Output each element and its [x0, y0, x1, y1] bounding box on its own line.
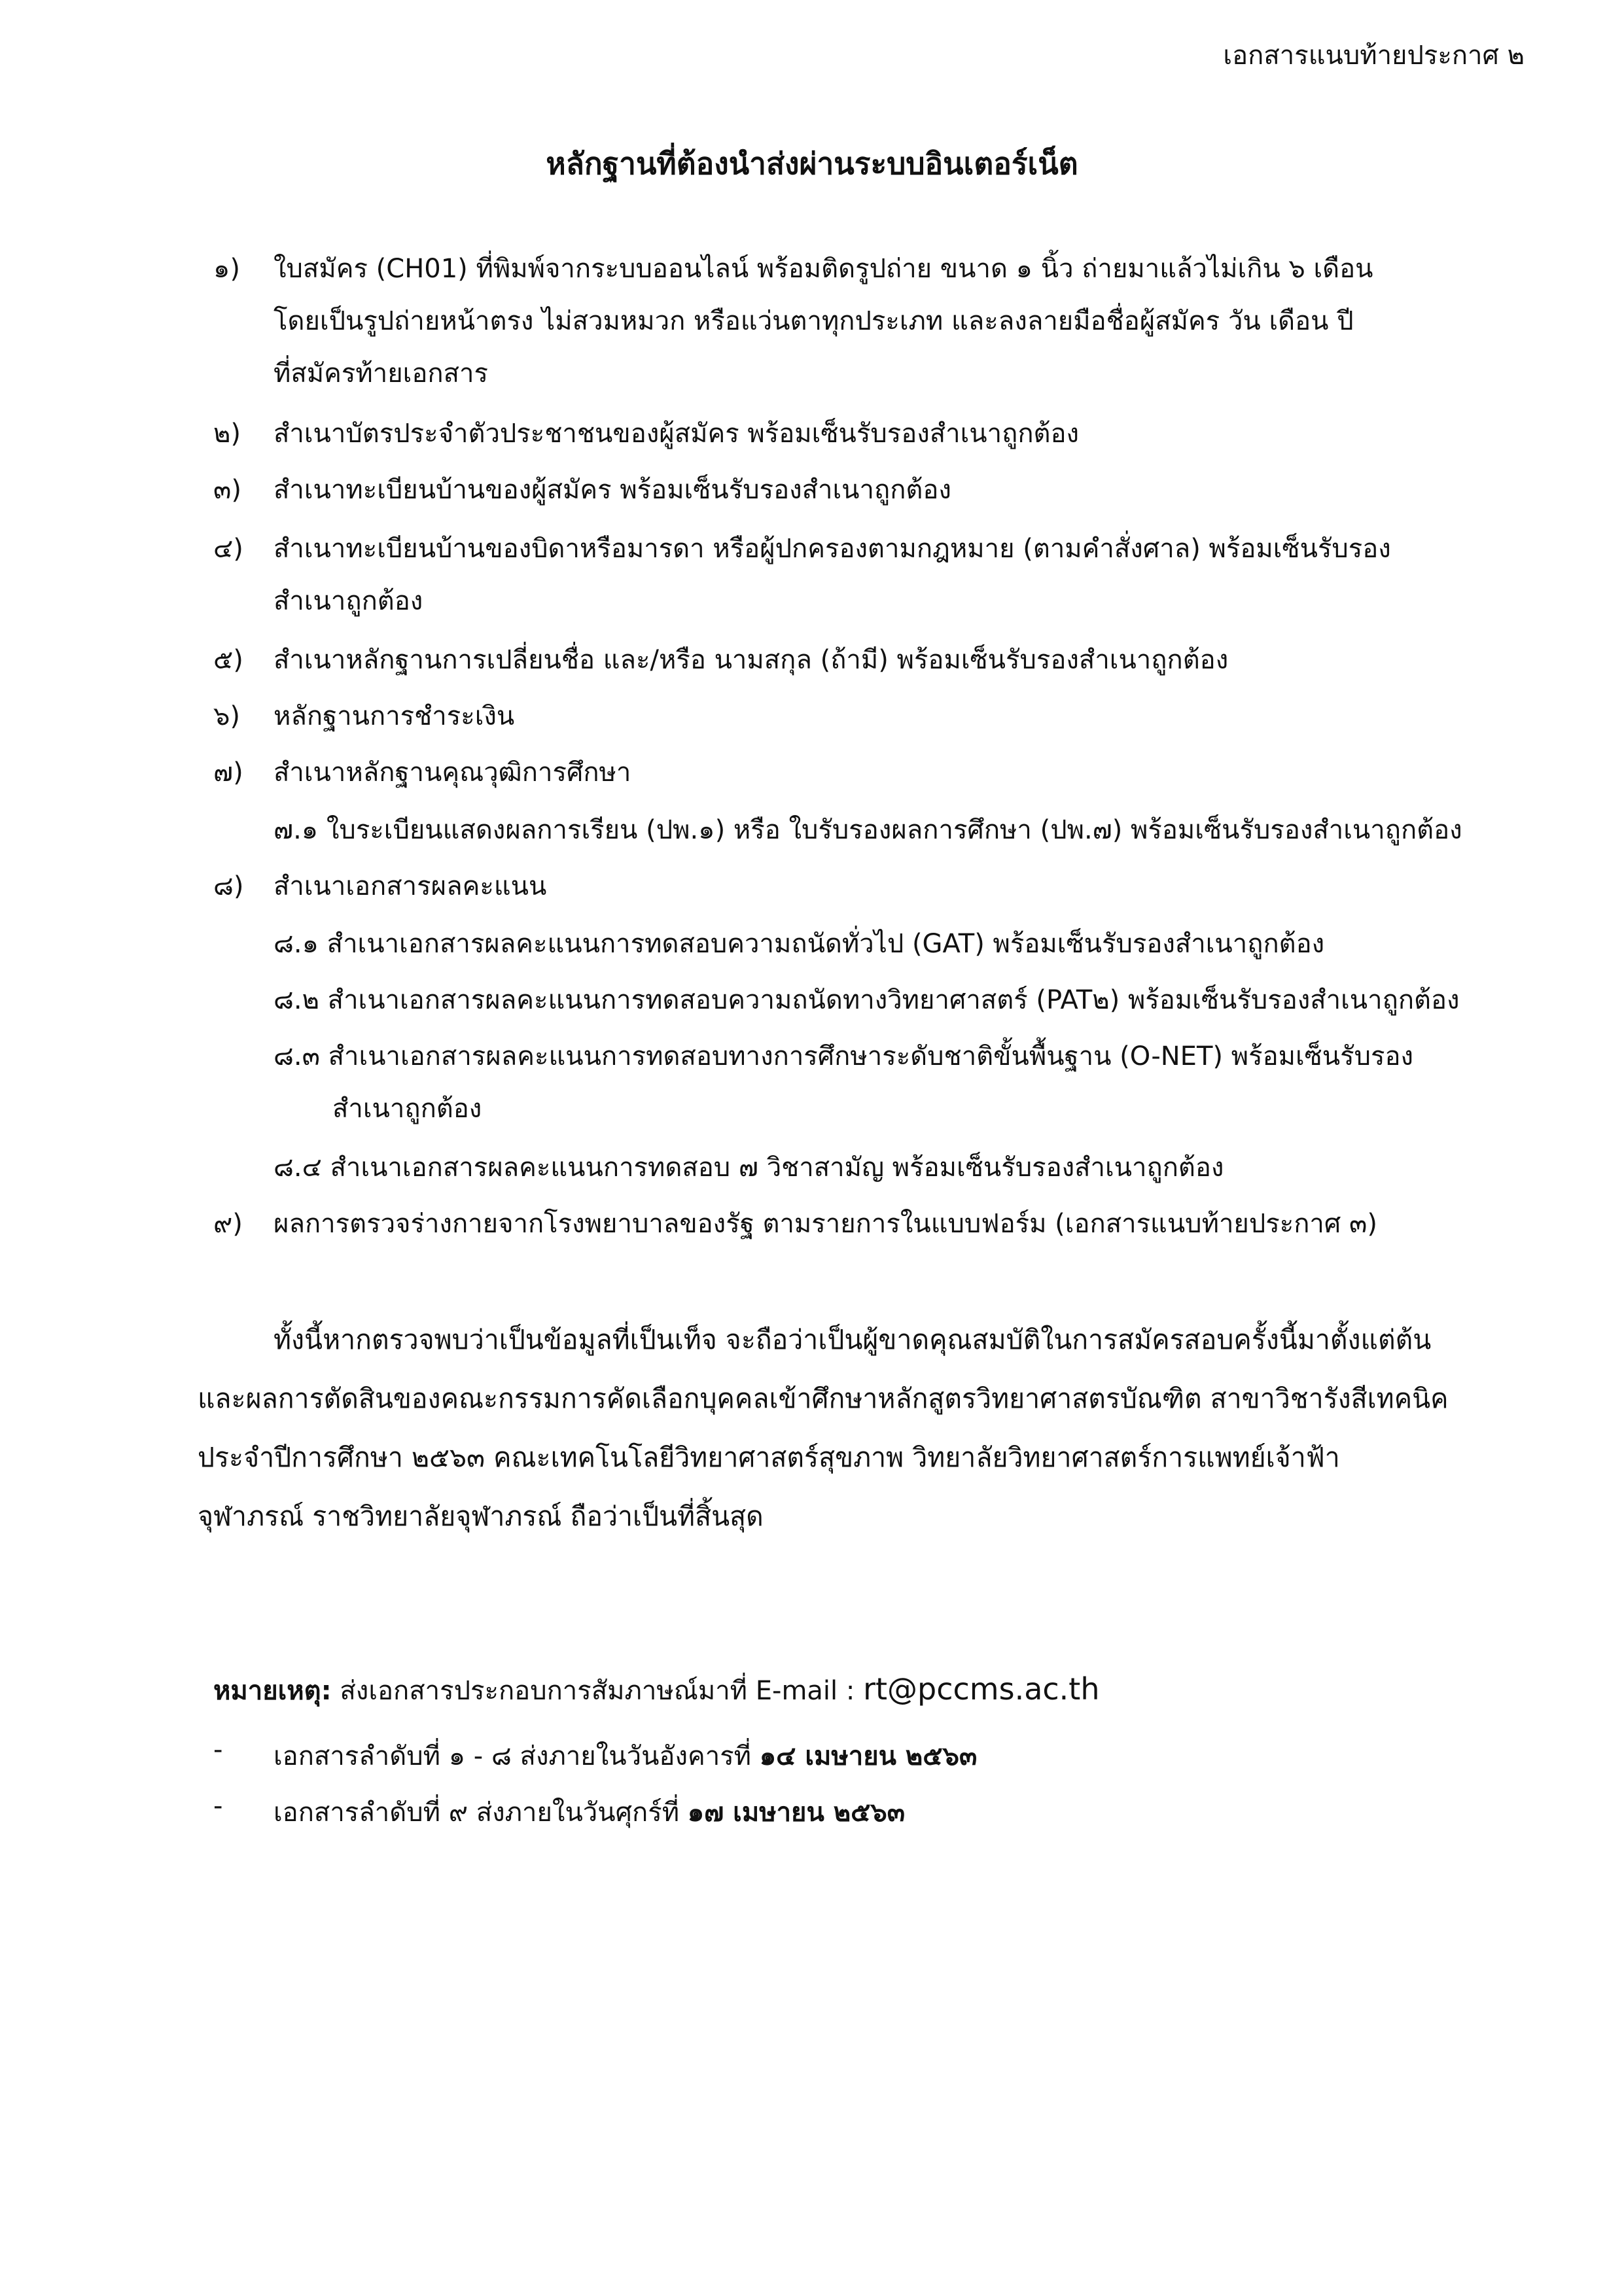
note-bullet-text: เอกสารลำดับที่ ๙ ส่งภายในวันศุกร์ที่ — [274, 1798, 688, 1828]
sub-item-text: สำเนาถูกต้อง — [332, 1094, 482, 1124]
note-bullet — [274, 1735, 977, 1777]
sub-item-text: ๘.๑ สำเนาเอกสารผลคะแนนการทดสอบความถนัดทั่วไป (GAT) พร้อมเซ็นรับรองสำเนาถูกต้อง — [274, 929, 1325, 959]
item-number: ๒) — [213, 419, 241, 449]
item-text: สำเนาทะเบียนบ้านของผู้สมัคร พร้อมเซ็นรับรองสำเนาถูกต้อง — [274, 475, 951, 505]
note-label: หมายเหตุ: — [213, 1676, 332, 1706]
item-text: ใบสมัคร (CH01) ที่พิมพ์จากระบบออนไลน์ พร้อมติดรูปถ่าย ขนาด ๑ นิ้ว ถ่ายมาแล้วไม่เกิน ๖ เดือน — [274, 254, 1373, 284]
page-title: หลักฐานที่ต้องนำส่งผ่านระบบอินเตอร์เน็ต — [546, 146, 1078, 181]
paragraph-line: ประจำปีการศึกษา ๒๕๖๓ คณะเทคโนโลยีวิทยาศาสตร์สุขภาพ วิทยาลัยวิทยาศาสตร์การแพทย์เจ้าฟ้า — [198, 1442, 1340, 1473]
item-text: สำเนาเอกสารผลคะแนน — [274, 871, 547, 901]
sub-item-text: ๘.๒ สำเนาเอกสารผลคะแนนการทดสอบความถนัดทางวิทยาศาสตร์ (PAT๒) พร้อมเซ็นรับรองสำเนาถูกต้อง — [274, 985, 1460, 1015]
note-line — [213, 1669, 1099, 1711]
note-text: ส่งเอกสารประกอบการสัมภาษณ์มาที่ E-mail : — [331, 1676, 864, 1706]
paragraph-line: และผลการตัดสินของคณะกรรมการคัดเลือกบุคคลเข้าศึกษาหลักสูตรวิทยาศาสตรบัณฑิต สาขาวิชารังสีเทคนิค — [198, 1383, 1449, 1414]
paragraph-line: จุฬาภรณ์ ราชวิทยาลัยจุฬาภรณ์ ถือว่าเป็นที่สิ้นสุด — [198, 1501, 764, 1532]
note-bullet-dash: - — [213, 1735, 223, 1765]
item-text: ที่สมัครท้ายเอกสาร — [274, 358, 488, 389]
item-number: ๑) — [213, 254, 240, 284]
item-text: สำเนาถูกต้อง — [274, 586, 423, 616]
sub-item-text: ๗.๑ ใบระเบียนแสดงผลการเรียน (ปพ.๑) หรือ ใบรับรองผลการศึกษา (ปพ.๗) พร้อมเซ็นรับรองสำเนาถูกต้อง — [274, 815, 1462, 845]
item-number: ๙) — [213, 1209, 243, 1239]
item-text: สำเนาหลักฐานคุณวุฒิการศึกษา — [274, 757, 631, 788]
note-bullet — [274, 1791, 905, 1833]
email-link[interactable]: rt@pccms.ac.th — [863, 1671, 1100, 1707]
item-text: โดยเป็นรูปถ่ายหน้าตรง ไม่สวมหมวก หรือแว่นตาทุกประเภท และลงลายมือชื่อผู้สมัคร วัน เดือน ปี — [274, 306, 1354, 336]
paragraph-line: ทั้งนี้หากตรวจพบว่าเป็นข้อมูลที่เป็นเท็จ จะถือว่าเป็นผู้ขาดคุณสมบัติในการสมัครสอบครั้งนี้มาตั้งแต่ต้น — [274, 1324, 1432, 1355]
item-text: สำเนาทะเบียนบ้านของบิดาหรือมารดา หรือผู้ปกครองตามกฎหมาย (ตามคำสั่งศาล) พร้อมเซ็นรับรอง — [274, 534, 1391, 564]
item-number: ๕) — [213, 645, 243, 675]
item-text: สำเนาหลักฐานการเปลี่ยนชื่อ และ/หรือ นามสกุล (ถ้ามี) พร้อมเซ็นรับรองสำเนาถูกต้อง — [274, 645, 1229, 675]
item-number: ๘) — [213, 871, 244, 901]
item-number: ๖) — [213, 701, 240, 731]
item-text: หลักฐานการชำระเงิน — [274, 701, 515, 731]
item-text: สำเนาบัตรประจำตัวประชาชนของผู้สมัคร พร้อมเซ็นรับรองสำเนาถูกต้อง — [274, 419, 1080, 449]
header-reference: เอกสารแนบท้ายประกาศ ๒ — [1223, 41, 1525, 71]
note-bullet-date: ๑๔ เมษายน ๒๕๖๓ — [759, 1741, 978, 1771]
note-bullet-date: ๑๗ เมษายน ๒๕๖๓ — [687, 1798, 906, 1828]
sub-item-text: ๘.๔ สำเนาเอกสารผลคะแนนการทดสอบ ๗ วิชาสามัญ พร้อมเซ็นรับรองสำเนาถูกต้อง — [274, 1153, 1224, 1183]
item-text: ผลการตรวจร่างกายจากโรงพยาบาลของรัฐ ตามรายการในแบบฟอร์ม (เอกสารแนบท้ายประกาศ ๓) — [274, 1209, 1377, 1239]
item-number: ๗) — [213, 757, 243, 788]
note-bullet-dash: - — [213, 1791, 223, 1821]
sub-item-text: ๘.๓ สำเนาเอกสารผลคะแนนการทดสอบทางการศึกษาระดับชาติขั้นพื้นฐาน (O-NET) พร้อมเซ็นรับรอง — [274, 1041, 1414, 1071]
note-bullet-text: เอกสารลำดับที่ ๑ - ๘ ส่งภายในวันอังคารที่ — [274, 1741, 760, 1771]
item-number: ๔) — [213, 534, 243, 564]
item-number: ๓) — [213, 475, 241, 505]
